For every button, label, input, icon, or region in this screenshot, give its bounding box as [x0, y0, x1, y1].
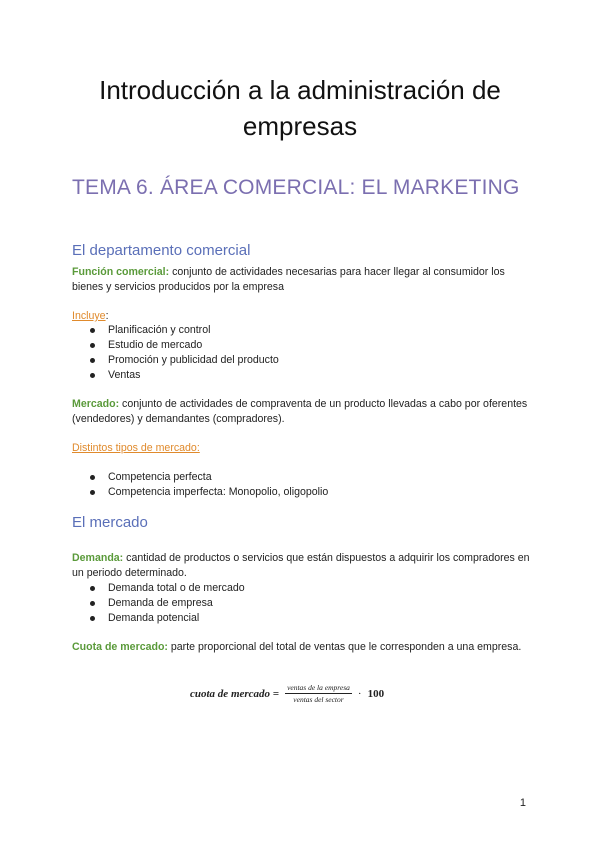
demanda-paragraph: [72, 551, 532, 581]
list-item: Demanda potencial: [88, 611, 245, 626]
formula-denominator: ventas del sector: [293, 695, 344, 704]
section-heading-departamento: El departamento comercial: [72, 242, 251, 259]
incluye-label-line: [72, 309, 532, 324]
formula-fraction: [285, 683, 352, 704]
formula-numerator: ventas de la empresa: [287, 683, 350, 692]
formula-factor: 100: [367, 687, 385, 700]
list-item: Competencia imperfecta: Monopolio, oligopolio: [88, 485, 328, 500]
list-item: Demanda de empresa: [88, 596, 245, 611]
cuota-formula: [190, 683, 384, 704]
formula-lhs: cuota de mercado =: [190, 687, 280, 700]
mercado-text: conjunto de actividades de compraventa de un producto llevadas a cabo por oferentes (vendedores) y demandantes (compradores).: [72, 398, 528, 425]
tipos-mercado-label: Distintos tipos de mercado:: [72, 442, 200, 454]
mercado-label: Mercado:: [72, 398, 120, 410]
tipos-mercado-line: [72, 441, 532, 456]
funcion-comercial-label: Función comercial:: [72, 266, 170, 278]
formula-times: ·: [357, 687, 362, 700]
list-item: Demanda total o de mercado: [88, 581, 245, 596]
tipos-mercado-list: [88, 470, 328, 500]
funcion-comercial-text: conjunto de actividades necesarias para hacer llegar al consumidor los bienes y servicios producidos por la empresa: [72, 266, 505, 293]
page-number: 1: [519, 797, 526, 809]
incluye-colon: :: [105, 310, 109, 322]
demanda-text: cantidad de productos o servicios que están dispuestos a adquirir los compradores en un periodo determinado.: [72, 552, 530, 579]
incluye-list: [88, 323, 279, 383]
incluye-label: Incluye: [72, 310, 106, 322]
list-item: Planificación y control: [88, 323, 279, 338]
list-item: Promoción y publicidad del producto: [88, 353, 279, 368]
cuota-paragraph: [72, 640, 532, 655]
list-item: Estudio de mercado: [88, 338, 279, 353]
mercado-paragraph: [72, 397, 532, 427]
section-heading-mercado: El mercado: [72, 514, 148, 531]
funcion-comercial-paragraph: [72, 265, 532, 295]
cuota-text: parte proporcional del total de ventas que le corresponden a una empresa.: [167, 641, 522, 653]
demanda-label: Demanda:: [72, 552, 124, 564]
list-item: Ventas: [88, 368, 279, 383]
tema-heading: TEMA 6. ÁREA COMERCIAL: EL MARKETING: [72, 176, 520, 199]
demanda-list: [88, 581, 245, 626]
document-title: Introducción a la administración de empresas: [99, 75, 501, 141]
cuota-label: Cuota de mercado:: [72, 641, 168, 653]
list-item: Competencia perfecta: [88, 470, 328, 485]
